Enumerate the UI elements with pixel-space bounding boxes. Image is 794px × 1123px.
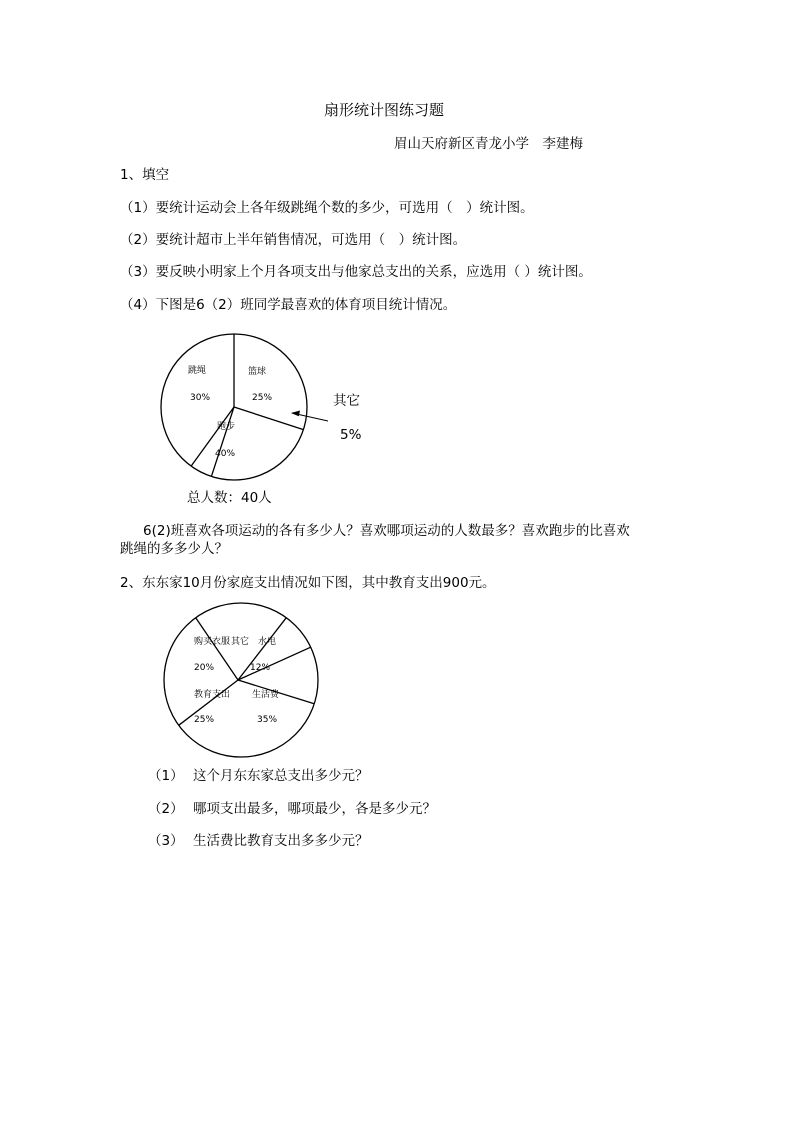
pie2-label-other: 其它 <box>231 637 250 647</box>
pie2-label-clothes: 购买衣服 <box>194 637 231 647</box>
pie2-pct-utilities: 12% <box>250 663 271 673</box>
pie2-pct-living: 35% <box>257 715 278 725</box>
section1-question-line1: 6(2)班喜欢各项运动的各有多少人？喜欢哪项运动的人数最多？喜欢跑步的比喜欢 <box>143 523 630 539</box>
pie1-label-rope: 跳绳 <box>188 366 207 376</box>
pie1-pct-other: 5% <box>340 427 362 443</box>
pie2-slice-boundary-3 <box>238 647 311 680</box>
question-2-2: 哪项支出最多，哪项最少，各是多少元？ <box>193 801 436 817</box>
question-2-2-number: （2） <box>148 801 184 817</box>
question-2-3-number: （3） <box>148 833 184 849</box>
pie1-slice-boundary-2 <box>234 407 303 430</box>
question-1-2: （2）要统计超市上半年销售情况，可选用（ ）统计图。 <box>120 232 467 248</box>
pie2-label-utilities: 水电 <box>258 637 277 647</box>
pie1-pct-rope: 30% <box>190 393 211 403</box>
question-1-3: （3）要反映小明家上个月各项支出与他家总支出的关系，应选用（ ）统计图。 <box>120 264 592 280</box>
pie1-label-running: 跑步 <box>217 422 236 432</box>
pie2-label-education: 教育支出 <box>194 690 231 700</box>
pie1-label-basketball: 篮球 <box>248 367 267 377</box>
pie2-label-living: 生活费 <box>252 690 280 700</box>
question-2-1-number: （1） <box>148 768 184 784</box>
question-1-4: （4）下图是6（2）班同学最喜欢的体育项目统计情况。 <box>120 297 457 313</box>
section2-heading: 2、东东家10月份家庭支出情况如下图，其中教育支出900元。 <box>120 575 496 591</box>
page-title: 扇形统计图练习题 <box>324 101 445 119</box>
pie2-pct-education: 25% <box>194 715 215 725</box>
pie2-outline <box>164 603 318 757</box>
section1-question-line2: 跳绳的多多少人？ <box>120 541 228 557</box>
other-arrow-head <box>291 411 300 417</box>
pie2-pct-clothes: 20% <box>194 663 215 673</box>
question-2-1: 这个月东东家总支出多少元？ <box>193 768 369 784</box>
question-2-3: 生活费比教育支出多多少元？ <box>193 833 369 849</box>
total-people: 总人数：40人 <box>187 490 272 506</box>
question-1-1: （1）要统计运动会上各年级跳绳个数的多少，可选用（ ）统计图。 <box>120 200 534 216</box>
pie1-pct-running: 40% <box>215 449 236 459</box>
section1-heading: 1、填空 <box>120 167 170 183</box>
pie1-label-other: 其它 <box>333 393 360 409</box>
author-line: 眉山天府新区青龙小学 李建梅 <box>394 136 583 152</box>
pie1-pct-basketball: 25% <box>252 393 273 403</box>
